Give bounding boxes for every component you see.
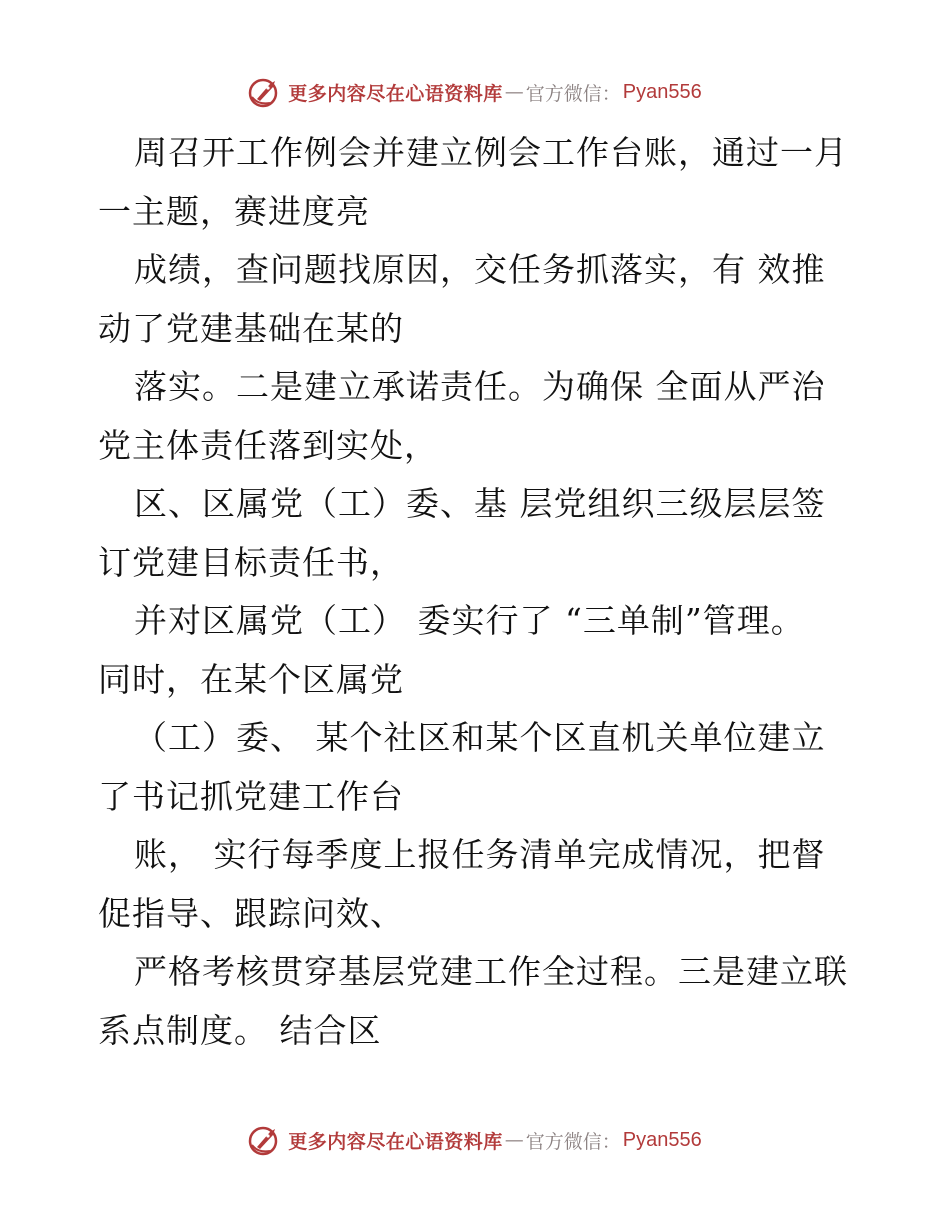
body-line: 区、区属党（工）委、基 层党组织三级层层签	[134, 484, 826, 523]
banner-official-label: 官方微信：	[525, 82, 621, 105]
body-line: 动了党建基础在某的	[98, 308, 404, 348]
pen-nib-circle-icon	[248, 75, 282, 109]
banner-wechat-id: Pyan556	[622, 80, 702, 103]
banner-title: 更多内容尽在心语资料库	[288, 1130, 503, 1153]
body-line: 一主题，赛进度亮	[98, 191, 370, 231]
document-body	[98, 124, 858, 1060]
footer-banner	[0, 1120, 950, 1160]
body-line: 了书记抓党建工作台	[98, 776, 404, 816]
header-banner	[0, 72, 950, 112]
body-line: 同时，在某个区属党	[98, 659, 404, 699]
body-line: 系点制度。 结合区	[98, 1010, 382, 1050]
body-line: 订党建目标责任书，	[98, 542, 404, 582]
body-line: 党主体责任落到实处，	[98, 425, 438, 465]
banner-wechat-id: Pyan556	[622, 1128, 702, 1151]
banner-title: 更多内容尽在心语资料库	[288, 82, 503, 105]
banner-dash: —	[504, 81, 524, 103]
body-line: 并对区属党（工） 委实行了 “三单制”管理。	[134, 601, 805, 640]
body-line: 落实。二是建立承诺责任。为确保 全面从严治	[134, 367, 826, 406]
banner-dash: —	[504, 1129, 524, 1151]
body-line: 周召开工作例会并建立例会工作台账，通过一月	[134, 133, 848, 172]
body-line: 账， 实行每季度上报任务清单完成情况，把督	[134, 835, 826, 874]
banner-official-label: 官方微信：	[525, 1130, 621, 1153]
body-line: 严格考核贯穿基层党建工作全过程。三是建立联	[134, 952, 848, 991]
body-line: 成绩，查问题找原因，交任务抓落实，有 效推	[134, 250, 826, 289]
body-line: 促指导、跟踪问效、	[98, 893, 404, 933]
body-line: （工）委、 某个社区和某个区直机关单位建立	[134, 718, 826, 757]
pen-nib-circle-icon	[248, 1123, 282, 1157]
